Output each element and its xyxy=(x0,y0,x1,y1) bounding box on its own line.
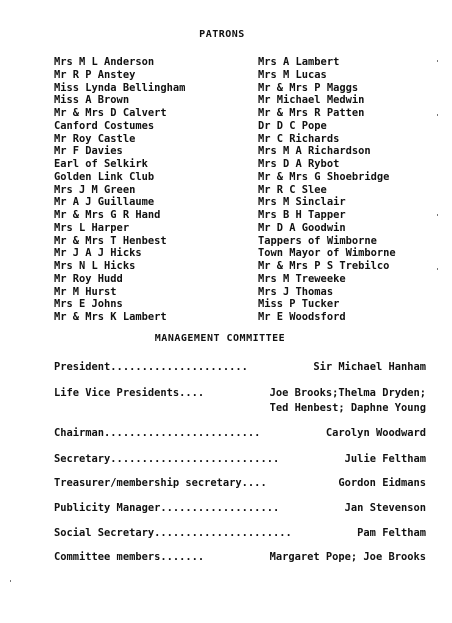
life-vice-presidents-names-line2: Ted Henbest; Daphne Young xyxy=(269,402,426,414)
patron-name: Dr D C Pope xyxy=(258,119,327,132)
patrons-right-column xyxy=(258,56,396,324)
patron-name: Mrs M A Richardson xyxy=(258,145,371,158)
patron-name: Mrs L Harper xyxy=(54,221,130,234)
patron-name: Miss P Tucker xyxy=(258,298,340,311)
patron-name: Mrs M Treweeke xyxy=(258,272,346,285)
patron-name: Mr R C Slee xyxy=(258,183,327,196)
patron-name: Town Mayor of Wimborne xyxy=(258,247,396,260)
patron-name: Mr Roy Hudd xyxy=(54,272,123,285)
treasurer-label: Treasurer/membership secretary.... xyxy=(54,477,267,489)
committee-members-names: Margaret Pope; Joe Brooks xyxy=(269,551,426,563)
patron-name: Mr & Mrs G R Hand xyxy=(54,209,161,221)
scan-speck xyxy=(437,60,438,62)
patron-name: Mrs A Lambert xyxy=(258,56,340,68)
patron-name: Mr D A Goodwin xyxy=(258,221,346,234)
president-name: Sir Michael Hanham xyxy=(313,361,426,373)
patron-name: Mr M Hurst xyxy=(54,285,117,298)
patron-name: Earl of Selkirk xyxy=(54,158,148,170)
patron-name: Mr R P Anstey xyxy=(54,68,136,81)
patron-name: Mrs M Sinclair xyxy=(258,196,346,209)
scan-speck xyxy=(437,268,438,270)
patron-name: Mr Roy Castle xyxy=(54,132,136,145)
patron-name: Miss A Brown xyxy=(54,94,130,107)
social-secretary-name: Pam Feltham xyxy=(357,527,426,539)
patron-name: Mrs J Thomas xyxy=(258,285,334,298)
social-secretary-label: Social Secretary...................... xyxy=(54,527,292,539)
patron-name: Mr E Woodsford xyxy=(258,311,346,323)
president-label: President...................... xyxy=(54,361,248,373)
scan-speck xyxy=(10,580,11,582)
patron-name: Mr & Mrs R Patten xyxy=(258,107,365,119)
secretary-label: Secretary........................... xyxy=(54,453,280,465)
patron-name: Mrs N L Hicks xyxy=(54,260,136,272)
chairman-name: Carolyn Woodward xyxy=(325,427,426,439)
patron-name: Mr A J Guillaume xyxy=(54,196,155,209)
committee-members-label: Committee members....... xyxy=(54,551,205,563)
patron-name: Miss Lynda Bellingham xyxy=(54,81,186,94)
patrons-heading: PATRONS xyxy=(199,29,245,40)
patron-name: Mr J A J Hicks xyxy=(54,247,142,260)
patron-name: Mr & Mrs P Maggs xyxy=(258,81,359,94)
patron-name: Mrs M L Anderson xyxy=(54,56,155,68)
patron-name: Canford Costumes xyxy=(54,119,155,132)
patron-name: Tappers of Wimborne xyxy=(258,234,377,247)
patron-name: Mr & Mrs K Lambert xyxy=(54,311,167,323)
secretary-name: Julie Feltham xyxy=(344,453,426,465)
treasurer-name: Gordon Eidmans xyxy=(338,477,426,489)
patron-name: Golden Link Club xyxy=(54,170,155,183)
patron-name: Mr C Richards xyxy=(258,132,340,145)
patron-name: Mr F Davies xyxy=(54,145,123,158)
patron-name: Mr & Mrs G Shoebridge xyxy=(258,170,390,183)
patron-name: Mrs M Lucas xyxy=(258,68,327,81)
scan-speck xyxy=(437,214,438,216)
life-vice-presidents-label: Life Vice Presidents.... xyxy=(54,387,205,399)
life-vice-presidents-names-line1: Joe Brooks;Thelma Dryden; xyxy=(269,387,426,399)
management-committee-heading: MANAGEMENT COMMITTEE xyxy=(154,333,286,344)
patron-name: Mrs E Johns xyxy=(54,298,123,311)
patron-name: Mr & Mrs P S Trebilco xyxy=(258,260,390,272)
chairman-label: Chairman......................... xyxy=(54,427,261,439)
patrons-left-column xyxy=(54,56,185,324)
publicity-manager-label: Publicity Manager................... xyxy=(54,502,280,514)
patron-name: Mrs J M Green xyxy=(54,183,136,196)
patron-name: Mr & Mrs D Calvert xyxy=(54,107,167,119)
publicity-manager-name: Jan Stevenson xyxy=(344,502,426,514)
patron-name: Mrs D A Rybot xyxy=(258,158,340,170)
patron-name: Mr Michael Medwin xyxy=(258,94,365,107)
patron-name: Mrs B H Tapper xyxy=(258,209,346,221)
patron-name: Mr & Mrs T Henbest xyxy=(54,234,167,247)
scan-speck xyxy=(437,114,438,116)
